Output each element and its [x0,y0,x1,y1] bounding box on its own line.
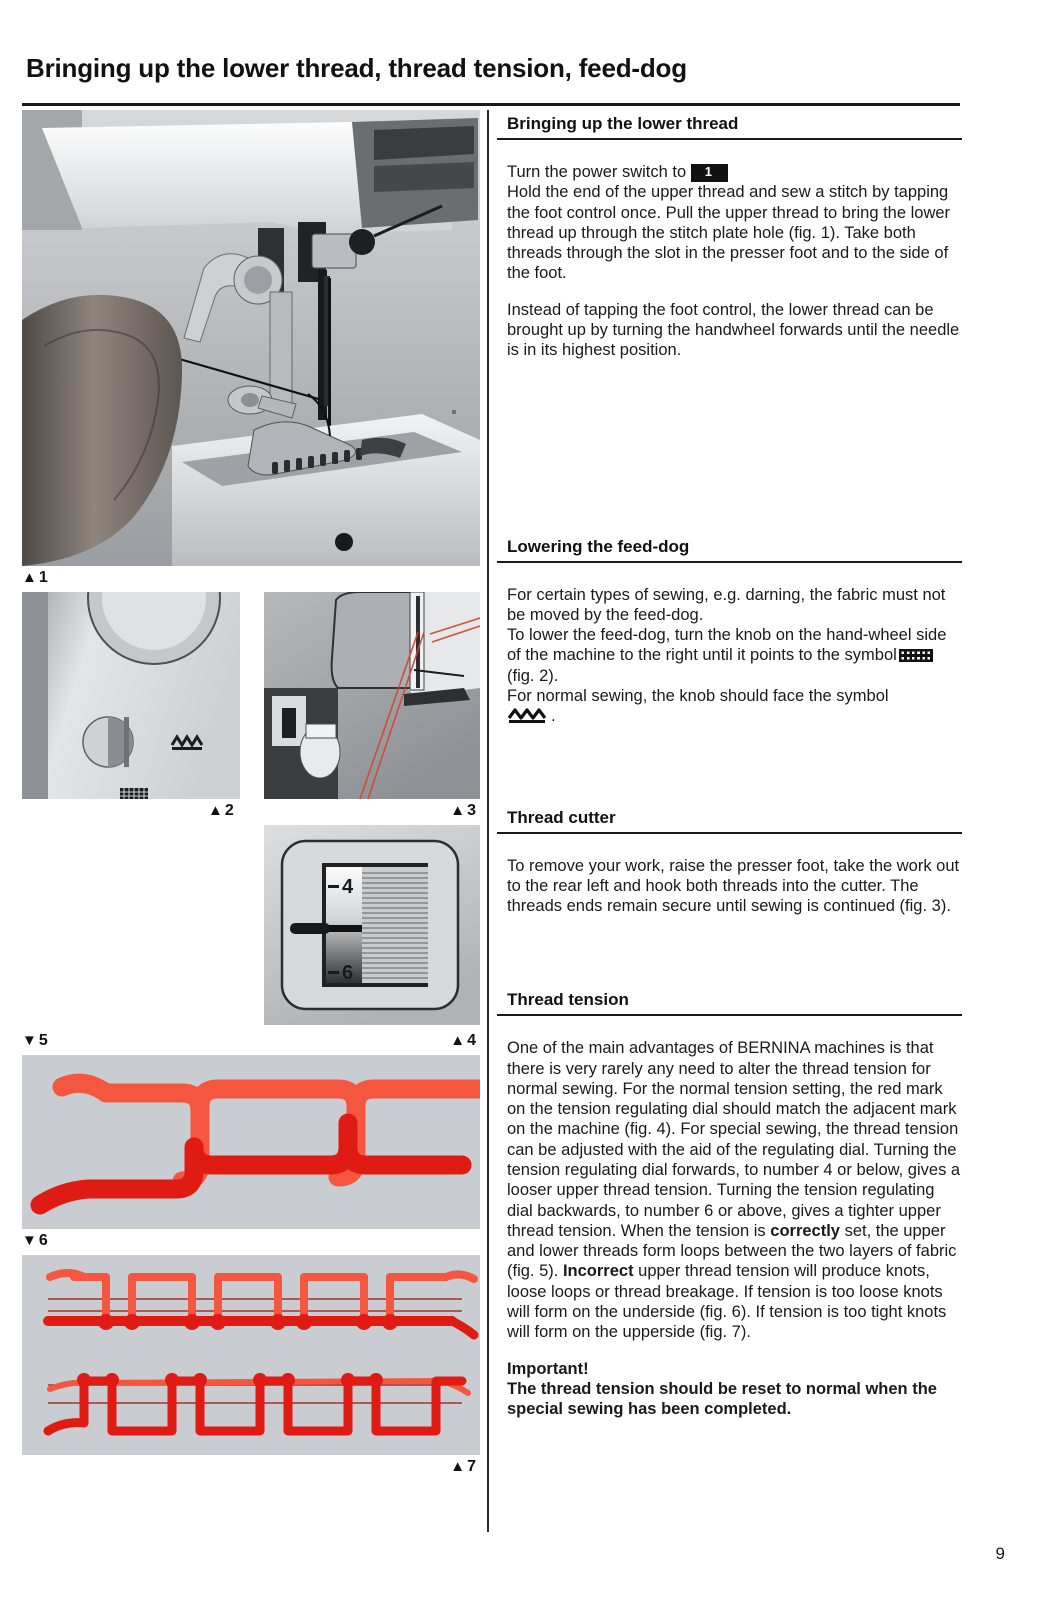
dial-number-upper: 4 [342,876,354,898]
power-switch-instruction [507,162,962,284]
important-note [507,1359,962,1420]
figures-2-3-caption-row [22,799,480,825]
figures-4-5-caption-row [22,1029,480,1055]
feed-dog-line-b: To lower the feed-dog, turn the knob on the hand-wheel side of the machine to the right until it points to the symbol [507,626,947,665]
figure-6-caption: ▼ 6 [22,1233,48,1249]
figure-2-illustration [22,592,240,799]
figure-2-photo [22,592,240,799]
thread-tension-text-3: upper thread tension will produce knots, loose loops or thread breakage. If tension is too loose knots will form on the underside (fig. 6). If tension is too tight knots will form on the upperside (fig. 7). [507,1262,947,1342]
important-title: Important! [507,1359,589,1378]
section-body-thread-cutter [497,856,962,917]
important-body: The thread tension should be reset to normal when the special sewing has been completed. [507,1379,937,1419]
figure-3-caption: ▲ 3 [450,803,476,819]
dial-number-lower: 6 [342,962,354,984]
section-body-lowering-feed-dog [497,585,962,730]
figure-2-caption: ▲ 2 [208,803,234,819]
lower-thread-paragraph-1: Hold the end of the upper thread and sew a stitch by tapping the foot control once. Pull the upper thread to bring the lower thread up through the stitch plate hole (fig. 1). Take both threads through the slot in the presser foot and to the side of the foot. [507,183,951,283]
figure-4-wrapper [22,825,480,1029]
figure-1-illustration [22,110,480,566]
figure-4-photo [264,825,480,1025]
section-heading-bringing-up-lower-thread: Bringing up the lower thread [497,114,962,140]
figure-5-illustration [22,1055,480,1229]
feed-dog-line-a: For certain types of sewing, e.g. darning, the fabric must not be moved by the feed-dog. [507,585,946,624]
thread-tension-bold-incorrect: Incorrect [562,1262,634,1281]
section-heading-thread-tension: Thread tension [497,990,962,1016]
lower-thread-paragraph-2: Instead of tapping the foot control, the lower thread can be brought up by turning the handwheel forwards until the needle is in its highest position. [507,300,960,360]
figure-1-photo [22,110,480,566]
figure-1-caption: ▲ 1 [22,570,48,586]
feed-dog-lowered-symbol-icon [899,649,933,662]
figure-3-illustration [264,592,480,799]
figure-7-caption-row [22,1455,480,1481]
column-divider [487,110,489,1532]
figure-1-caption-row [22,566,480,592]
figures-2-3-row [22,592,480,799]
figures-column [22,110,480,1481]
thread-tension-main-paragraph [507,1038,962,1342]
feed-dog-text [507,585,962,730]
figure-5-diagram [22,1055,480,1229]
power-switch-lead: Turn the power switch to [507,163,687,181]
section-body-bringing-up-lower-thread [497,162,962,361]
figure-4-caption: ▲ 4 [450,1033,476,1049]
figures-6-7-illustration [22,1255,480,1455]
section-heading-thread-cutter: Thread cutter [497,808,962,834]
page-title: Bringing up the lower thread, thread tension, feed-dog [26,53,687,84]
figures-6-7-diagram [22,1255,480,1455]
feed-dog-symbol [120,788,148,799]
feed-dog-line-e: . [551,707,556,726]
thread-cutter-paragraph: To remove your work, raise the presser foot, take the work out to the rear left and hook both threads into the cutter. The threads ends remain secure until sewing is continued (fig. 3). [507,856,960,916]
thread-tension-bold-correctly: correctly [770,1221,840,1240]
section-heading-lowering-feed-dog: Lowering the feed-dog [497,537,962,563]
feed-dog-line-d: For normal sewing, the knob should face the symbol [507,686,889,705]
thread-tension-text-1: One of the main advantages of BERNINA machines is that there is very rarely any need to alter the thread tension for normal sewing. For the normal tension setting, the red mark on the tension regulating dial should match the adjacent mark on the machine (fig. 4). For special sewing, the thread tension can be adjusted with the aid of the regulating dial. Turning the tension regulating dial forwards, to number 4 or below, gives a looser upper thread tension. Turning the tension regulating dial backwards, to number 6 or above, gives a tighter upper thread tension. When the tension is [507,1039,961,1240]
feed-dog-line-c: (fig. 2). [507,666,559,685]
figure-7-caption: ▲ 7 [450,1459,476,1475]
power-switch-badge: 1 [691,164,728,182]
section-body-thread-tension [497,1038,962,1419]
figure-3-photo [264,592,480,799]
figure-5-caption: ▼ 5 [22,1033,48,1049]
zigzag-normal-sewing-symbol-icon [508,708,550,729]
thread-tension-text-2: set, the upper and lower threads form loops between the two layers of fabric (fig. 5). [507,1221,957,1281]
figure-6-caption-row [22,1229,480,1255]
title-rule [22,103,960,106]
figure-4-illustration [264,825,480,1025]
text-column [497,110,962,1419]
page-number: 9 [995,1544,1005,1563]
